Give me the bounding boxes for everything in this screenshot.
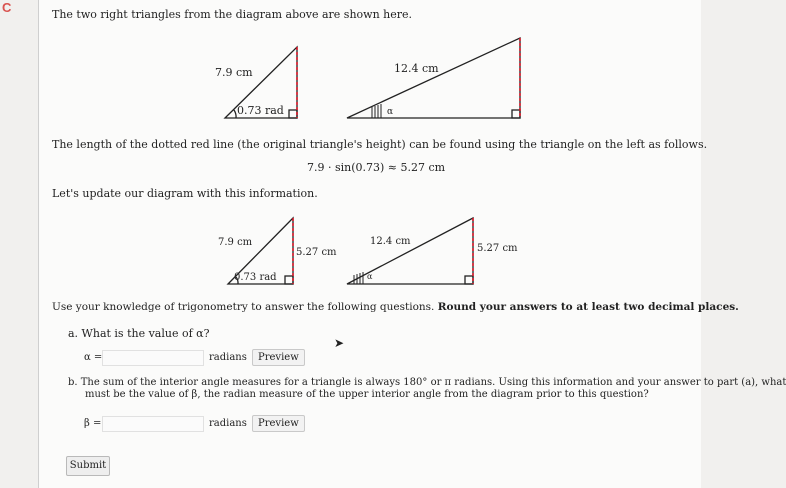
update-text: Let's update our diagram with this information.	[52, 187, 318, 200]
question-b-prompt-line2: must be the value of β, the radian measure of the upper interior angle from the diagram prior to this question?	[85, 389, 649, 400]
explanation-text: The length of the dotted red line (the original triangle's height) can be found using the triangle on the left as follows.	[52, 138, 708, 151]
intro-text: The two right triangles from the diagram above are shown here.	[52, 8, 413, 21]
instructions-bold: Round your answers to at least two decimal places.	[437, 301, 739, 313]
alpha-label: α =	[84, 352, 103, 363]
right-hyp-label-1: 12.4 cm	[394, 62, 439, 75]
instructions-text: Use your knowledge of trigonometry to answer the following questions.	[52, 301, 435, 313]
left-angle-label-2: 0.73 rad	[234, 272, 277, 283]
right-height-label-2: 5.27 cm	[477, 243, 518, 254]
beta-preview-button[interactable]: Preview	[252, 415, 305, 432]
left-height-label-2: 5.27 cm	[296, 247, 337, 258]
app-logo: C	[2, 0, 12, 15]
beta-label: β =	[84, 418, 102, 429]
right-triangle-2	[347, 218, 473, 284]
right-angle-label-1: α	[387, 107, 394, 117]
left-hyp-label-2: 7.9 cm	[218, 237, 253, 248]
instructions	[52, 301, 739, 313]
submit-button[interactable]: Submit	[66, 456, 110, 476]
question-a-prompt: a. What is the value of α?	[68, 327, 210, 340]
alpha-input[interactable]	[102, 350, 204, 366]
alpha-unit: radians	[209, 352, 247, 363]
beta-input[interactable]	[102, 416, 204, 432]
mouse-cursor: ➤	[334, 336, 345, 350]
right-angle-label-2: α	[367, 272, 373, 281]
height-equation: 7.9 · sin(0.73) ≈ 5.27 cm	[307, 161, 446, 174]
right-hyp-label-2: 12.4 cm	[370, 236, 411, 247]
left-angle-label-1: 0.73 rad	[237, 104, 284, 117]
alpha-preview-button[interactable]: Preview	[252, 349, 305, 366]
beta-unit: radians	[209, 418, 247, 429]
question-b-prompt-line1: b. The sum of the interior angle measures for a triangle is always 180° or π radians. Using this information and your answer to part (a), what	[68, 377, 786, 388]
left-hyp-label-1: 7.9 cm	[215, 66, 253, 79]
